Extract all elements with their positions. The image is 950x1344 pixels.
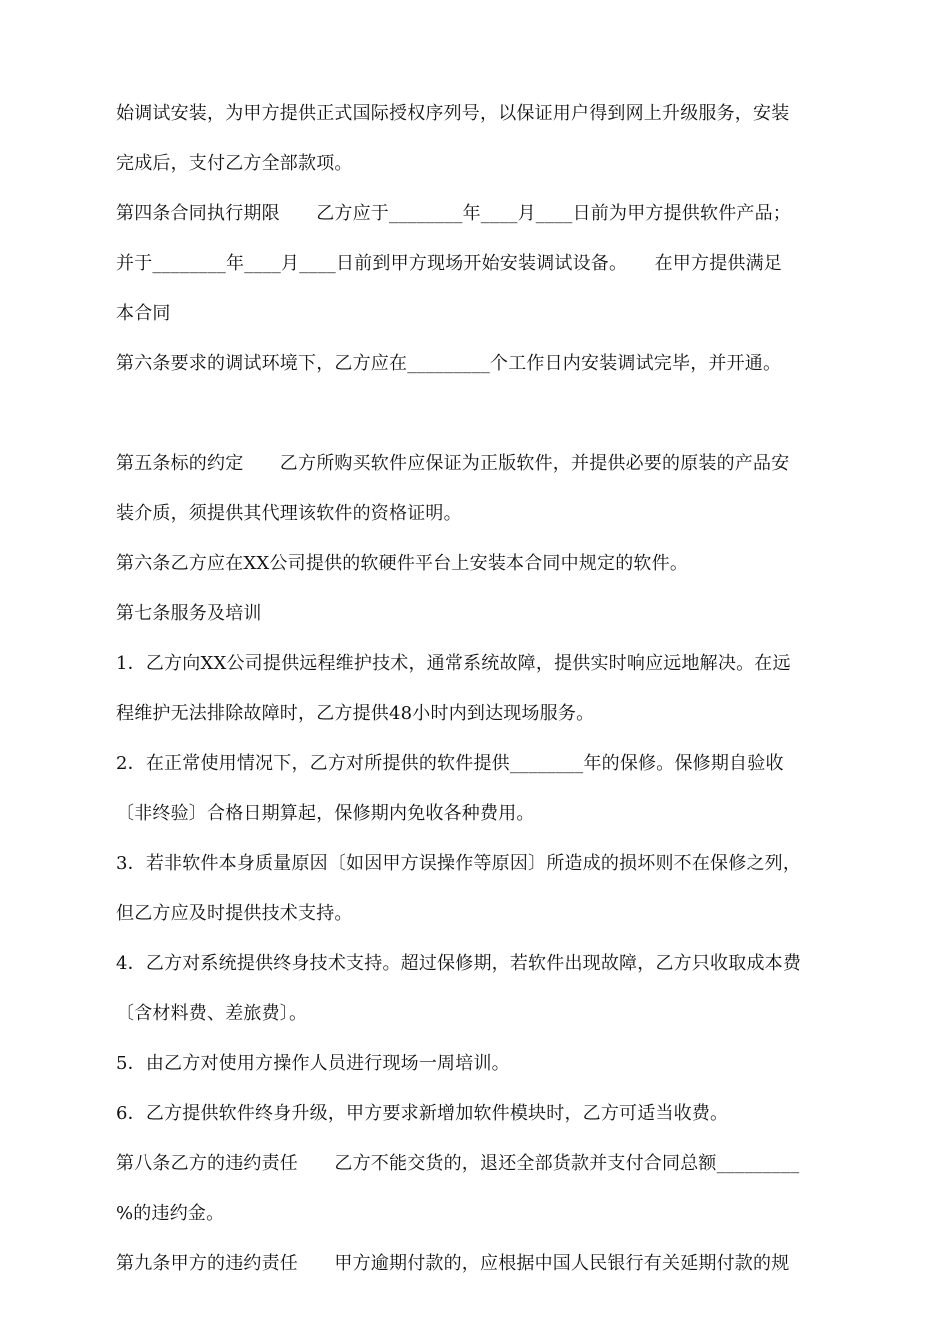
text-line: 装介质，须提供其代理该软件的资格证明。 — [116, 503, 462, 524]
text-line: 并于________年____月____日前到甲方现场开始安装调试设备。 在甲方提供满足 — [116, 253, 782, 274]
text-line: 但乙方应及时提供技术支持。 — [116, 903, 353, 924]
text-line: 2．在正常使用情况下，乙方对所提供的软件提供________年的保修。保修期自验收 — [116, 753, 784, 774]
text-line: 4．乙方对系统提供终身技术支持。超过保修期，若软件出现故障，乙方只收取成本费 — [116, 953, 802, 974]
text-line: 5．由乙方对使用方操作人员进行现场一周培训。 — [116, 1053, 510, 1074]
text-line: 1．乙方向XX公司提供远程维护技术，通常系统故障，提供实时响应远地解决。在远 — [116, 653, 791, 674]
text-line: 第五条标的约定 乙方所购买软件应保证为正版软件，并提供必要的原装的产品安 — [116, 453, 790, 474]
text-line: 第四条合同执行期限 乙方应于________年____月____日前为甲方提供软件产品； — [116, 203, 791, 224]
text-line: %的违约金。 — [116, 1203, 225, 1224]
text-line: 第六条乙方应在XX公司提供的软硬件平台上安装本合同中规定的软件。 — [116, 553, 689, 574]
text-line: 本合同 — [116, 303, 171, 324]
text-line: 程维护无法排除故障时，乙方提供48小时内到达现场服务。 — [116, 703, 595, 724]
text-line: 完成后，支付乙方全部款项。 — [116, 153, 353, 174]
text-line: 〔非终验〕合格日期算起，保修期内免收各种费用。 — [116, 803, 535, 824]
text-line: 〔含材料费、差旅费〕。 — [116, 1003, 308, 1024]
text-line: 第七条服务及培训 — [116, 603, 262, 624]
text-line: 第九条甲方的违约责任 甲方逾期付款的，应根据中国人民银行有关延期付款的规 — [116, 1253, 790, 1274]
text-line: 始调试安装，为甲方提供正式国际授权序列号，以保证用户得到网上升级服务，安装 — [116, 103, 790, 124]
text-line: 第八条乙方的违约责任 乙方不能交货的，退还全部货款并支付合同总额_________ — [116, 1153, 800, 1174]
text-line: 第六条要求的调试环境下，乙方应在_________个工作日内安装调试完毕，并开通。 — [116, 353, 782, 374]
text-line: 6．乙方提供软件终身升级，甲方要求新增加软件模块时，乙方可适当收费。 — [116, 1103, 729, 1124]
text-line: 3．若非软件本身质量原因〔如因甲方误操作等原因〕所造成的损坏则不在保修之列， — [116, 853, 802, 874]
